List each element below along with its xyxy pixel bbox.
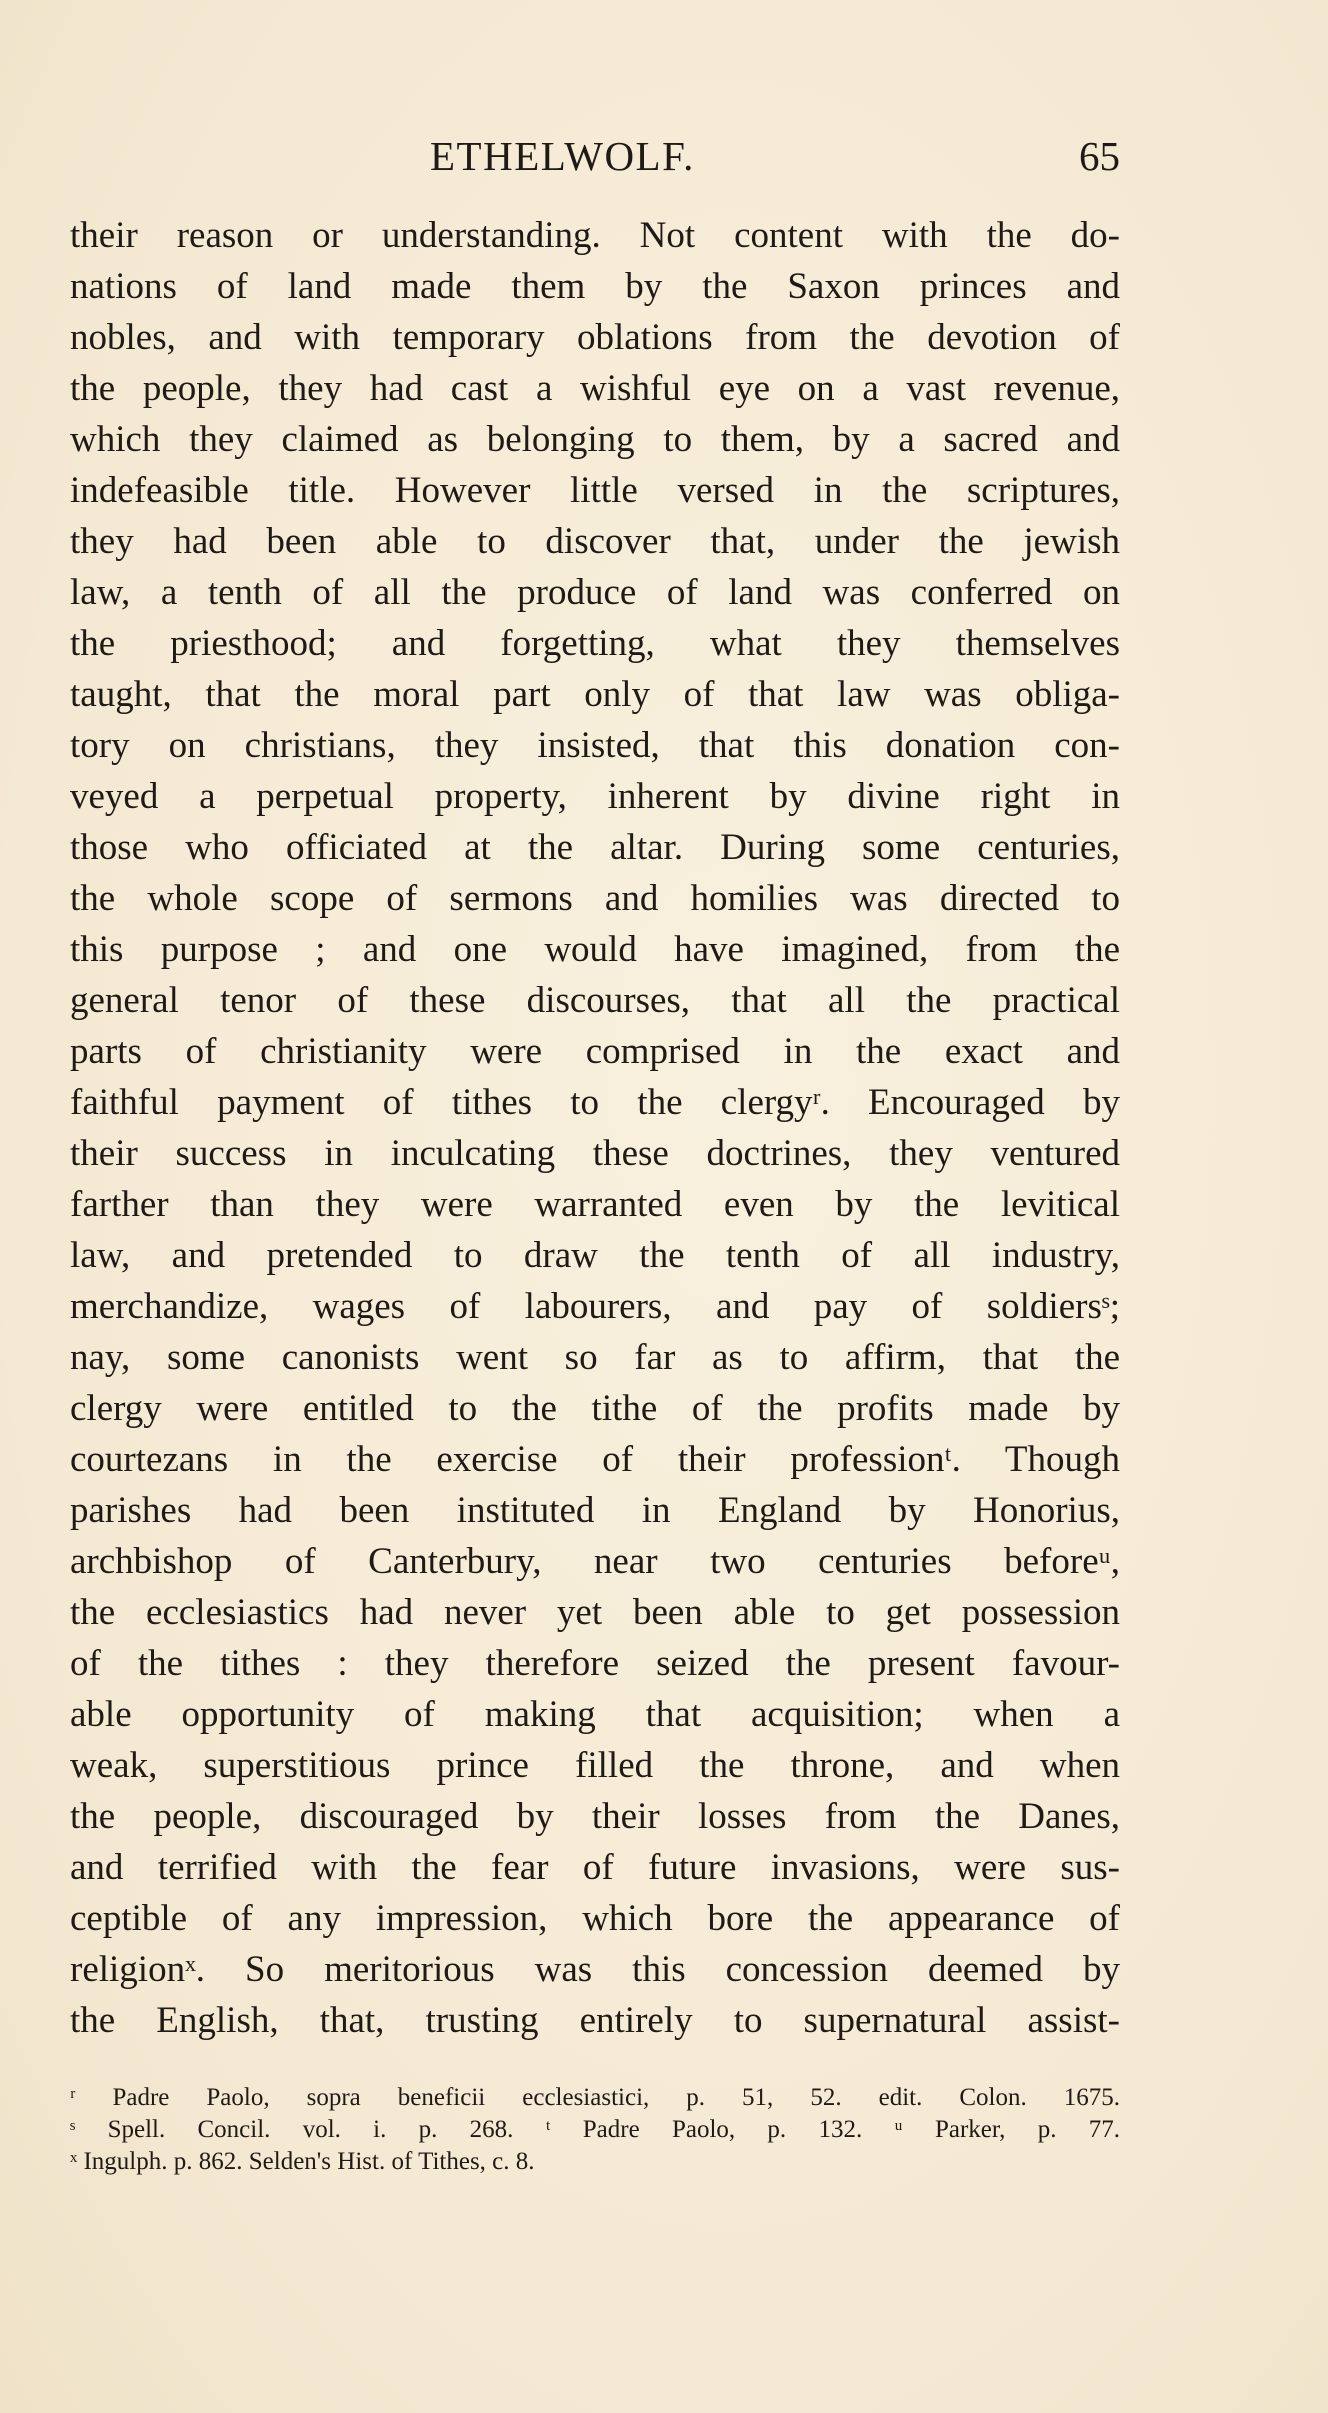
page-header — [70, 126, 1120, 186]
text-line: this purpose ; and one would have imagined, from the — [70, 929, 1120, 970]
text-line: faithful payment of tithes to the clergyʳ. Encouraged by — [70, 1082, 1120, 1123]
text-line: of the tithes : they therefore seized the present favour- — [70, 1643, 1120, 1684]
text-line: nations of land made them by the Saxon princes and — [70, 266, 1120, 307]
text-line: the English, that, trusting entirely to supernatural assist- — [70, 2000, 1120, 2041]
text-line: tory on christians, they insisted, that this donation con- — [70, 725, 1120, 766]
text-line: nobles, and with temporary oblations from the devotion of — [70, 317, 1120, 358]
text-line: nay, some canonists went so far as to affirm, that the — [70, 1337, 1120, 1378]
text-line: farther than they were warranted even by the levitical — [70, 1184, 1120, 1225]
text-line: veyed a perpetual property, inherent by divine right in — [70, 776, 1120, 817]
text-line: weak, superstitious prince filled the throne, and when — [70, 1745, 1120, 1786]
text-line: indefeasible title. However little versed in the scriptures, — [70, 470, 1120, 511]
text-line: clergy were entitled to the tithe of the profits made by — [70, 1388, 1120, 1429]
text-line: archbishop of Canterbury, near two centuries beforeᵘ, — [70, 1541, 1120, 1582]
footnote-line: ˣ Ingulph. p. 862. Selden's Hist. of Tithes, c. 8. — [70, 2148, 535, 2175]
text-line: the people, discouraged by their losses from the Danes, — [70, 1796, 1120, 1837]
footnote-line: ʳ Padre Paolo, sopra beneficii ecclesiastici, p. 51, 52. edit. Colon. 1675. — [70, 2084, 1120, 2111]
text-line: the people, they had cast a wishful eye on a vast revenue, — [70, 368, 1120, 409]
text-line: able opportunity of making that acquisition; when a — [70, 1694, 1120, 1735]
footnotes — [70, 2082, 1120, 2178]
text-line: merchandize, wages of labourers, and pay of soldiersˢ; — [70, 1286, 1120, 1327]
running-title: ETHELWOLF. — [430, 133, 695, 179]
text-line: their success in inculcating these doctrines, they ventured — [70, 1133, 1120, 1174]
text-line: ceptible of any impression, which bore the appearance of — [70, 1898, 1120, 1939]
text-line: religionˣ. So meritorious was this concession deemed by — [70, 1949, 1120, 1990]
text-line: which they claimed as belonging to them, by a sacred and — [70, 419, 1120, 460]
text-line: parts of christianity were comprised in the exact and — [70, 1031, 1120, 1072]
text-line: they had been able to discover that, under the jewish — [70, 521, 1120, 562]
text-line: the whole scope of sermons and homilies was directed to — [70, 878, 1120, 919]
text-line: parishes had been instituted in England by Honorius, — [70, 1490, 1120, 1531]
text-line: those who officiated at the altar. During some centuries, — [70, 827, 1120, 868]
text-line: and terrified with the fear of future invasions, were sus- — [70, 1847, 1120, 1888]
page-number: 65 — [1079, 133, 1120, 179]
text-line: taught, that the moral part only of that law was obliga- — [70, 674, 1120, 715]
text-line: courtezans in the exercise of their professionᵗ. Though — [70, 1439, 1120, 1480]
body-text — [70, 210, 1120, 2046]
text-line: general tenor of these discourses, that all the practical — [70, 980, 1120, 1021]
text-line: the priesthood; and forgetting, what they themselves — [70, 623, 1120, 664]
footnote-line: ˢ Spell. Concil. vol. i. p. 268. ᵗ Padre Paolo, p. 132. ᵘ Parker, p. 77. — [70, 2116, 1120, 2143]
text-line: law, a tenth of all the produce of land was conferred on — [70, 572, 1120, 613]
text-line: their reason or understanding. Not content with the do- — [70, 215, 1120, 256]
text-line: the ecclesiastics had never yet been able to get possession — [70, 1592, 1120, 1633]
text-line: law, and pretended to draw the tenth of all industry, — [70, 1235, 1120, 1276]
